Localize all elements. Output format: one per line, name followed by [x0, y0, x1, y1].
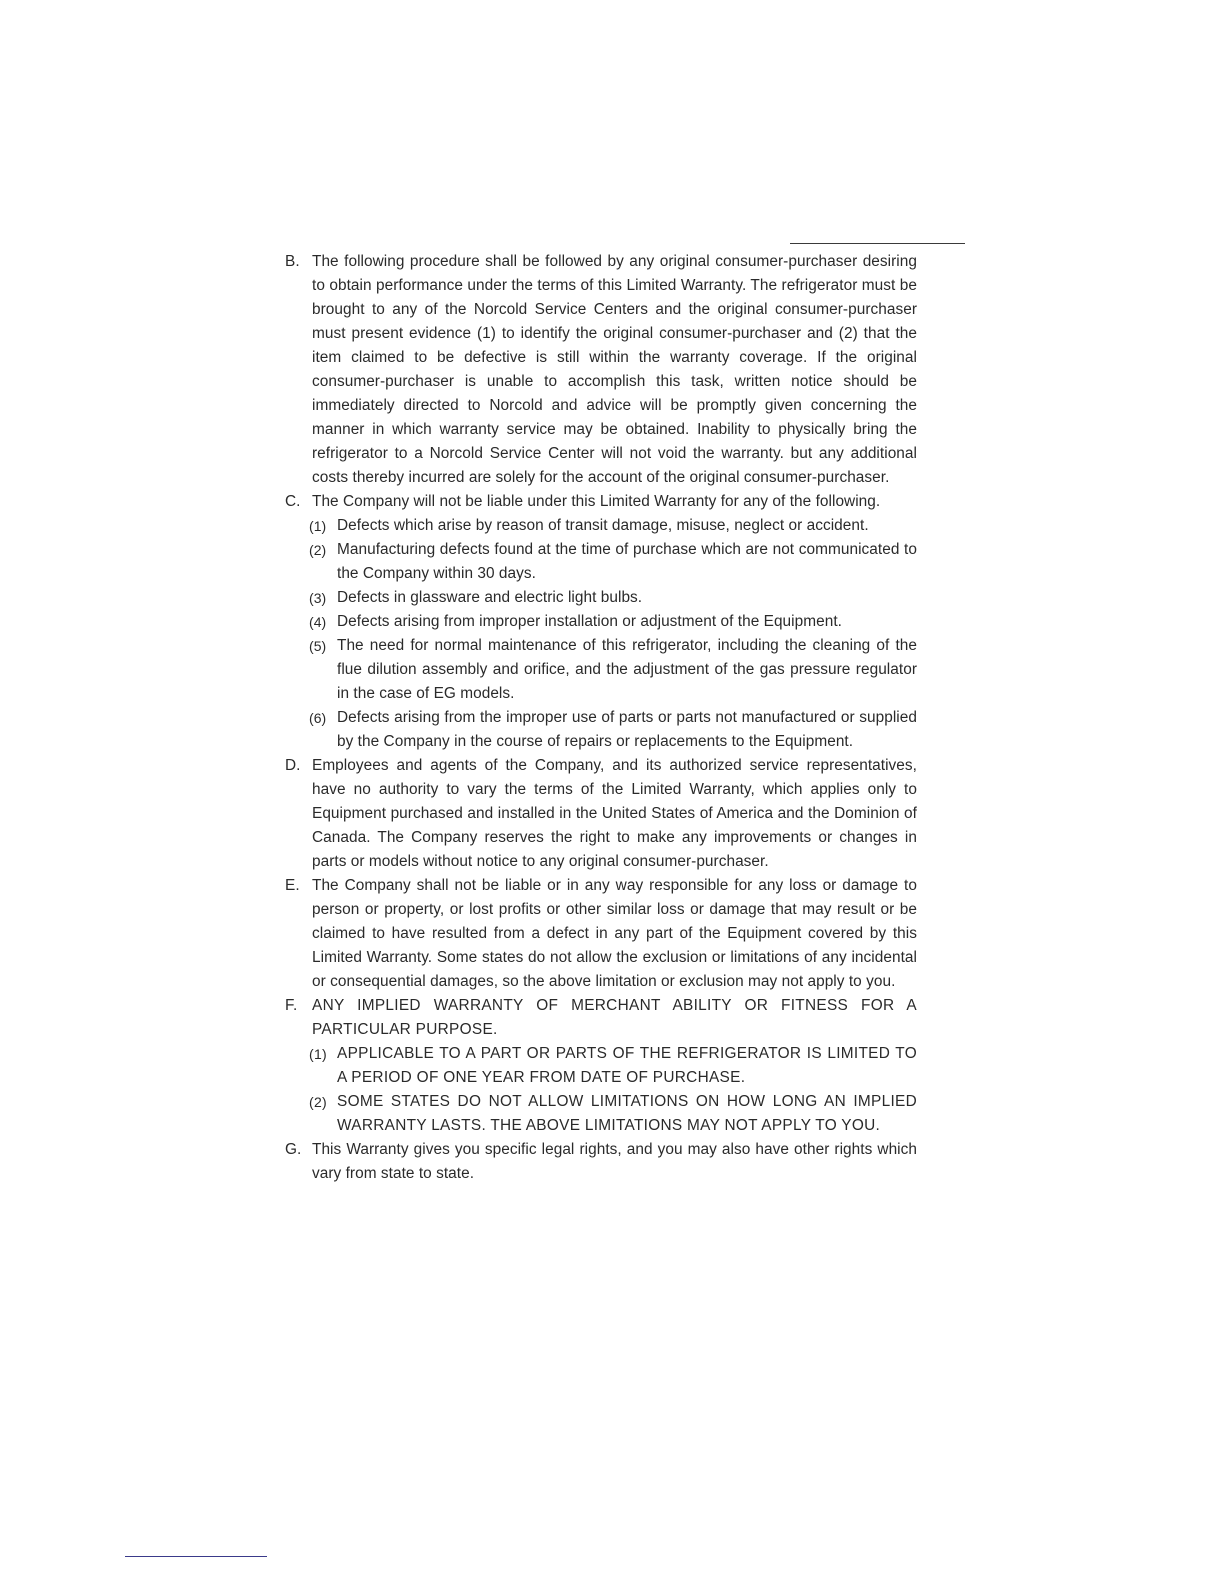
item-number: (4): [309, 614, 327, 630]
list-item: [285, 586, 917, 610]
item-number: (2): [309, 1094, 328, 1110]
list-item: [285, 634, 917, 706]
section-letter: D.: [285, 757, 301, 774]
item-number: (2): [309, 542, 327, 558]
section-b: [285, 250, 917, 490]
item-number: (3): [309, 590, 327, 606]
section-c: [285, 490, 917, 514]
item-number: (1): [309, 518, 327, 534]
section-g: [285, 1138, 917, 1186]
top-rule: [790, 243, 965, 244]
item-text: Defects in glassware and electric light bulbs.: [337, 589, 643, 606]
item-text: Defects arising from the improper use of parts or parts not manufactured or supplied by the Company in the course of repairs or replacements to the Equipment.: [337, 709, 917, 750]
section-text: Employees and agents of the Company, and its authorized service representatives, have no authority to vary the terms of the Limited Warranty, which applies only to Equipment purchased and installed in the United States of America and the Dominion of Canada. The Company reserves the right to make any improvements or changes in parts or models without notice to any original consumer-purchaser.: [312, 757, 917, 870]
section-letter: E.: [285, 877, 300, 894]
section-d: [285, 754, 917, 874]
item-text: Defects which arise by reason of transit damage, misuse, neglect or accident.: [337, 517, 869, 534]
bottom-rule: [125, 1556, 267, 1557]
section-text: ANY IMPLIED WARRANTY OF MERCHANT ABILITY OR FITNESS FOR A PARTICULAR PURPOSE.: [312, 997, 917, 1038]
list-item: [285, 1042, 917, 1090]
section-e: [285, 874, 917, 994]
item-text: Manufacturing defects found at the time of purchase which are not communicated to the Company within 30 days.: [337, 541, 917, 582]
section-text: The Company will not be liable under this Limited Warranty for any of the following.: [312, 493, 881, 510]
item-number: (5): [309, 638, 327, 654]
item-number: (1): [309, 1046, 328, 1062]
item-number: (6): [309, 710, 327, 726]
item-text: The need for normal maintenance of this refrigerator, including the cleaning of the flue dilution assembly and orifice, and the adjustment of the gas pressure regulator in the case of EG models.: [337, 637, 917, 702]
list-item: [285, 1090, 917, 1138]
item-text: APPLICABLE TO A PART OR PARTS OF THE REFRIGERATOR IS LIMITED TO A PERIOD OF ONE YEAR FROM DATE OF PURCHASE.: [337, 1045, 917, 1086]
section-letter: F.: [285, 997, 298, 1014]
list-item: [285, 514, 917, 538]
list-item: [285, 538, 917, 586]
warranty-text: [285, 250, 917, 1186]
item-text: Defects arising from improper installation or adjustment of the Equipment.: [337, 613, 842, 630]
item-text: SOME STATES DO NOT ALLOW LIMITATIONS ON HOW LONG AN IMPLIED WARRANTY LASTS. THE ABOVE LIMITATIONS MAY NOT APPLY TO YOU.: [337, 1093, 917, 1134]
list-item: [285, 610, 917, 634]
section-f: [285, 994, 917, 1042]
list-item: [285, 706, 917, 754]
section-text: The following procedure shall be followed by any original consumer-purchaser desiring to obtain performance under the terms of this Limited Warranty. The refrigerator must be brought to any of the Norcold Service Centers and the original consumer-purchaser must present evidence (1) to identify the original consumer-purchaser and (2) that the item claimed to be defective is still within the warranty coverage. If the original consumer-purchaser is unable to accomplish this task, written notice should be immediately directed to Norcold and advice will be promptly given concerning the manner in which warranty service may be obtained. Inability to physically bring the refrigerator to a Norcold Service Center will not void the warranty. but any additional costs thereby incurred are solely for the account of the original consumer-purchaser.: [312, 253, 917, 486]
section-text: The Company shall not be liable or in any way responsible for any loss or damage to person or property, or lost profits or other similar loss or damage that may result or be claimed to have resulted from a defect in any part of the Equipment covered by this Limited Warranty. Some states do not allow the exclusion or limitations of any incidental or consequential damages, so the above limitation or exclusion may not apply to you.: [312, 877, 917, 990]
section-text: This Warranty gives you specific legal rights, and you may also have other rights which vary from state to state.: [312, 1141, 917, 1182]
section-letter: C.: [285, 493, 301, 510]
section-letter: B.: [285, 253, 300, 270]
section-letter: G.: [285, 1141, 302, 1158]
